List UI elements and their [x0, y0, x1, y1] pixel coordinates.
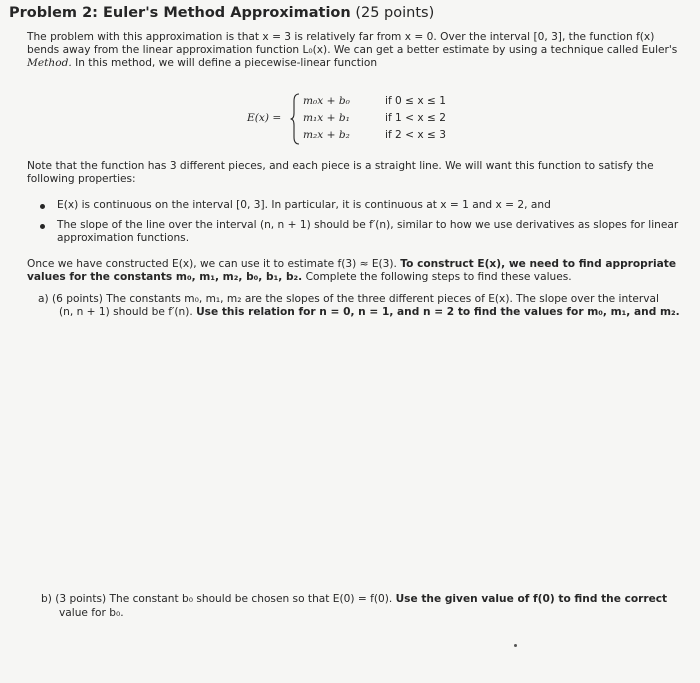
part-b-line-1	[41, 593, 667, 606]
left-brace-icon	[290, 93, 300, 145]
intro-line-2: bends away from the linear approximation function L₀(x). We can get a better estimate by using a technique called Euler's	[27, 44, 678, 56]
bullet-slope	[57, 219, 678, 232]
intro-line-3-text: In this method, we will define a piecewise-linear function	[71, 57, 378, 69]
construct-line-1-text: Once we have constructed E(x), we can use it to estimate f(3) ≈ E(3).	[27, 258, 401, 270]
note-line-2: following properties:	[27, 173, 136, 185]
part-a-line-2	[59, 306, 680, 319]
bullet-continuity	[57, 199, 551, 212]
problem-heading: Problem 2: Euler's Method Approximation	[9, 5, 351, 21]
bullet-continuity-text: E(x) is continuous on the interval [0, 3]. In particular, it is continuous at x = 1 and x = 2, and	[57, 199, 551, 211]
method-name: Method.	[27, 57, 72, 69]
piece-cond-1: if 1 < x ≤ 2	[385, 112, 447, 124]
intro-line-3	[27, 57, 377, 70]
bullet-dot-icon	[40, 224, 45, 229]
piece-cond-0: if 0 ≤ x ≤ 1	[385, 95, 447, 107]
problem-points: (25 points)	[355, 5, 435, 21]
construct-line-1-bold: To construct E(x), we need to find appropriate	[400, 258, 677, 270]
piece-expr-1: m₁x + b₁	[303, 112, 350, 124]
part-b-line-1-bold: Use the given value of f(0) to find the correct	[395, 593, 668, 605]
part-b-line-1-text: b) (3 points) The constant b₀ should be chosen so that E(0) = f(0).	[41, 593, 396, 605]
piecewise-definition	[247, 93, 467, 145]
bullet-slope-line-2: approximation functions.	[57, 232, 190, 244]
part-a-line-2-bold: Use this relation for n = 0, n = 1, and n = 2 to find the values for m₀, m₁, and m₂.	[196, 306, 680, 318]
bullet-slope-line-1: The slope of the line over the interval (n, n + 1) should be f′(n), similar to how we use derivatives as slopes for linear	[57, 219, 679, 231]
construct-line-2	[27, 271, 572, 284]
problem-title	[9, 5, 434, 21]
intro-line-1: The problem with this approximation is that x = 3 is relatively far from x = 0. Over the interval [0, 3], the function f(x)	[27, 31, 655, 43]
piecewise-lhs: E(x) =	[247, 112, 282, 124]
note-line-1: Note that the function has 3 different pieces, and each piece is a straight line. We will want this function to satisfy the	[27, 160, 654, 172]
part-a-line-1: a) (6 points) The constants m₀, m₁, m₂ are the slopes of the three different pieces of E(x). The slope over the interval	[38, 293, 659, 305]
construct-line-2-text: Complete the following steps to find these values.	[302, 271, 572, 283]
piece-cond-2: if 2 < x ≤ 3	[385, 129, 447, 141]
construct-line-1	[27, 258, 676, 271]
piece-expr-0: m₀x + b₀	[303, 95, 350, 107]
part-b-line-2: value for b₀.	[59, 607, 124, 619]
part-a-line-2-text: (n, n + 1) should be f′(n).	[59, 306, 197, 318]
piece-expr-2: m₂x + b₂	[303, 129, 350, 141]
pencil-mark	[514, 644, 517, 647]
bullet-dot-icon	[40, 204, 45, 209]
construct-line-2-bold: values for the constants m₀, m₁, m₂, b₀, b₁, b₂.	[27, 271, 303, 283]
